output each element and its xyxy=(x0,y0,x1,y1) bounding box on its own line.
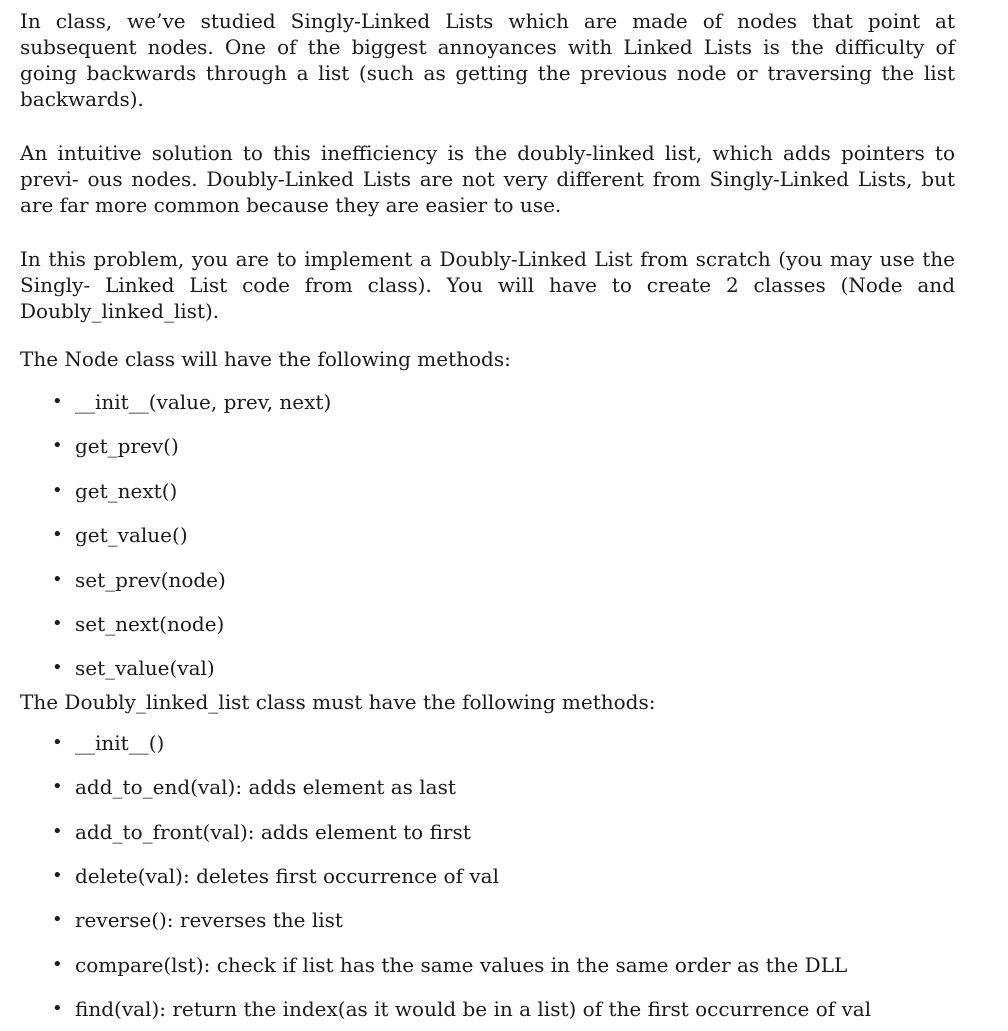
dll-class-heading: The Doubly_linked_list class must have the following methods: xyxy=(20,689,656,714)
task-paragraph: In this problem, you are to implement a Doubly-Linked List from scratch (you may use the Singly- Linked List code from class). You will have to create 2 classes (Node and Doubly_linked_list). xyxy=(20,247,955,323)
list-item xyxy=(20,558,955,602)
list-item xyxy=(20,380,955,424)
node-methods-list xyxy=(20,380,955,691)
list-item xyxy=(20,810,955,854)
list-item xyxy=(20,646,955,690)
document-page xyxy=(20,8,955,1031)
bullet-icon: • xyxy=(52,820,63,842)
bullet-icon: • xyxy=(52,391,63,412)
method-label: add_to_front(val): adds element to first xyxy=(75,819,471,844)
bullet-icon: • xyxy=(52,657,63,679)
bullet-icon: • xyxy=(52,479,63,501)
method-label: delete(val): deletes first occurrence of val xyxy=(75,863,499,888)
list-item xyxy=(20,469,955,513)
method-label: set_value(val) xyxy=(75,656,215,681)
list-item xyxy=(20,424,955,468)
method-label: get_next() xyxy=(75,478,178,503)
list-item xyxy=(20,943,955,987)
method-label: __init__() xyxy=(75,730,165,755)
method-label: reverse(): reverses the list xyxy=(75,908,343,933)
dll-methods-list xyxy=(20,721,955,1031)
list-item xyxy=(20,765,955,809)
method-label: get_value() xyxy=(75,523,188,548)
bullet-icon: • xyxy=(52,776,63,798)
list-item xyxy=(20,854,955,898)
method-label: get_prev() xyxy=(75,434,179,459)
list-item xyxy=(20,987,955,1031)
list-item xyxy=(20,513,955,557)
list-item xyxy=(20,602,955,646)
list-item xyxy=(20,721,955,765)
node-class-heading: The Node class will have the following methods: xyxy=(20,347,511,371)
bullet-icon: • xyxy=(52,524,63,546)
bullet-icon: • xyxy=(52,435,63,457)
method-label: add_to_end(val): adds element as last xyxy=(75,775,456,800)
method-label: __init__(value, prev, next) xyxy=(75,390,332,414)
method-label: set_next(node) xyxy=(75,611,225,636)
bullet-icon: • xyxy=(52,568,63,590)
bullet-icon: • xyxy=(52,953,63,975)
bullet-icon: • xyxy=(52,731,63,753)
method-label: find(val): return the index(as it would be in a list) of the first occurrence of val xyxy=(75,997,872,1022)
method-label: set_prev(node) xyxy=(75,567,226,592)
list-item xyxy=(20,898,955,942)
intro-paragraph: In class, we’ve studied Singly-Linked Lists which are made of nodes that point at subsequent nodes. One of the biggest annoyances with Linked Lists is the difficulty of going backwards through a list (such as getting the previous node or traversing the list backwards). xyxy=(20,9,955,111)
bullet-icon: • xyxy=(52,998,63,1020)
bullet-icon: • xyxy=(52,612,63,634)
method-label: compare(lst): check if list has the same values in the same order as the DLL xyxy=(75,952,848,977)
bullet-icon: • xyxy=(52,909,63,931)
bullet-icon: • xyxy=(52,864,63,886)
solution-paragraph: An intuitive solution to this inefficiency is the doubly-linked list, which adds pointers to previ- ous nodes. Doubly-Linked Lists are not very different from Singly-Linked Lists, but are far more common because they are easier to use. xyxy=(20,141,955,217)
